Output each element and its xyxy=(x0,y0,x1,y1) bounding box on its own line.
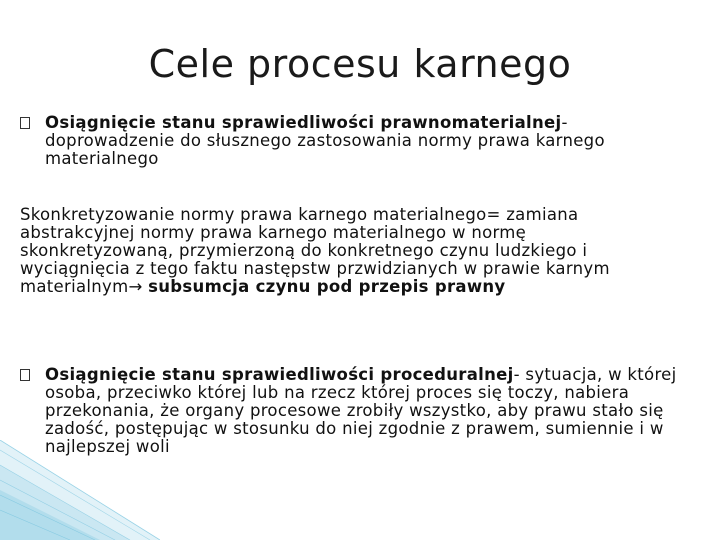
bullet-1-rest: - doprowadzenie do słusznego zastosowania normy prawa karnego materialnego xyxy=(45,113,605,168)
bullet-1-text xyxy=(45,114,660,168)
bullet-2-rest: - sytuacja, w której osoba, przeciwko której lub na rzecz której proces się toczy, nabiera przekonania, że organy procesowe zrobiły wszystko, aby prawu stało się zadość, postępując w stosunku do niej zgodnie z prawem, sumiennie i w najlepszej woli xyxy=(45,365,677,456)
bullet-1-bold: Osiągnięcie stanu sprawiedliwości prawnomaterialnej xyxy=(45,113,562,132)
bullet-item-1 xyxy=(20,114,660,168)
paragraph xyxy=(20,206,670,296)
slide-title: Cele procesu karnego xyxy=(148,42,572,86)
corner-decoration xyxy=(0,440,160,540)
bullet-square-icon xyxy=(20,369,30,381)
paragraph-text: Skonkretyzowanie normy prawa karnego materialnego= zamiana abstrakcyjnej normy prawa karnego materialnego w normę skonkretyzowaną, przymierzoną do konkretnego czynu ludzkiego i wyciągnięcia z tego faktu następstw przwidzianych w prawie karnym materialnym→ xyxy=(20,205,610,296)
bullet-2-bold: Osiągnięcie stanu sprawiedliwości proceduralnej xyxy=(45,365,514,384)
bullet-square-icon xyxy=(20,117,30,129)
paragraph-bold: subsumcja czynu pod przepis prawny xyxy=(148,277,506,296)
